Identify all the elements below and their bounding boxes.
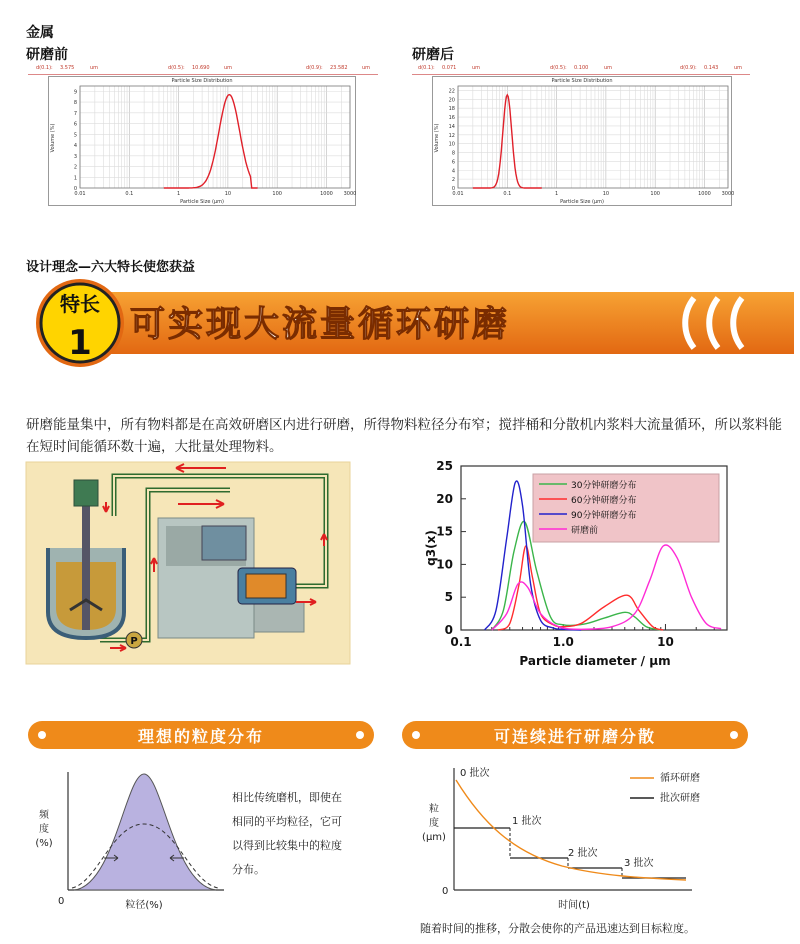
stat-unit: um [362, 65, 371, 71]
x-tick-label: 0.1 [503, 191, 512, 197]
stat-value: 0.100 [574, 65, 589, 71]
dot-icon [412, 731, 420, 739]
x-tick-label: 10 [224, 191, 232, 197]
stat-value: 3.575 [60, 65, 75, 71]
section-title: 设计理念—六大特长使您获益 [26, 260, 196, 275]
psd-after-ylabel: Volume (%) [434, 123, 440, 153]
stat-name: d(0.9): [680, 65, 697, 71]
legend-label: 批次研磨 [660, 793, 700, 804]
legend-label: 60分钟研磨分布 [571, 496, 637, 506]
motor-icon [74, 480, 98, 506]
x-tick-label: 3000 [721, 191, 735, 197]
ideal-distribution-title: 理想的粒度分布 [137, 726, 264, 746]
y-tick-label: 2 [73, 164, 77, 171]
circulation-schematic [26, 462, 350, 664]
y-tick-label: 10 [448, 141, 455, 148]
batch-label: 3 批次 [624, 858, 654, 869]
y-tick-label: 4 [451, 168, 455, 175]
stat-unit: um [734, 65, 743, 71]
y-tick-label: 16 [448, 115, 455, 122]
x-axis-label: 时间(t) [558, 900, 590, 911]
dot-icon [730, 731, 738, 739]
continuous-grinding-caption: 随着时间的推移，分散会使你的产品迅速达到目标粒度。 [420, 922, 695, 935]
batch-label: 1 批次 [512, 816, 542, 827]
y-tick-label: 8 [73, 100, 77, 107]
ideal-distribution-banner [28, 721, 374, 749]
y-tick-label: 2 [451, 177, 455, 184]
y-tick-label: 4 [73, 143, 77, 150]
note-line: 相同的平均粒径，它可 [232, 815, 342, 828]
x-tick-label: 1.0 [552, 635, 574, 649]
psd-before-title: Particle Size Distribution [171, 78, 233, 84]
x-tick-label: 10 [657, 635, 674, 649]
y-tick-label: 5 [73, 132, 77, 139]
stat-name: d(0.5): [550, 65, 567, 71]
x-tick-label: 0.01 [452, 191, 464, 197]
y-tick-label: 7 [73, 110, 77, 117]
legend [533, 474, 719, 542]
badge-label: 特长 [60, 292, 100, 316]
grinding-rotor [246, 574, 286, 598]
x-tick-label: 1 [554, 191, 559, 197]
stat-value: 0.071 [442, 65, 457, 71]
y-tick-label: 6 [451, 159, 455, 166]
legend-label: 研磨前 [571, 526, 599, 536]
stat-unit: um [90, 65, 99, 71]
pump-label: P [130, 636, 138, 647]
feature-description: 研磨能量集中，所有物料都是在高效研磨区内进行研磨，所得物料粒径分布窄；搅拌桶和分散机内浆料大流量循环，所以浆料能在短时间能循环数十遍，大批量处理物料。 [26, 417, 782, 455]
badge-number: 1 [68, 323, 92, 363]
banner-text: 可实现大流量循环研磨 [130, 305, 511, 345]
dot-icon [38, 731, 46, 739]
y-tick-label: 10 [436, 557, 453, 572]
x-axis-label: 粒径(%) [125, 900, 163, 911]
y-tick-label: 20 [448, 97, 455, 104]
y-tick-label: 8 [451, 150, 455, 157]
stat-value: 10.690 [192, 65, 210, 71]
mill-motor-icon [202, 526, 246, 560]
legend-label: 30分钟研磨分布 [571, 481, 637, 491]
stat-value: 23.582 [330, 65, 348, 71]
y-tick-label: 22 [448, 88, 455, 95]
y-label-line: 频 [39, 810, 49, 821]
feature-banner [26, 278, 796, 370]
before-grinding-label: 研磨前 [26, 47, 68, 63]
y-label-line: 度 [39, 824, 49, 835]
stat-unit: um [604, 65, 613, 71]
origin-label: 0 [442, 886, 449, 897]
stat-value: 0.143 [704, 65, 719, 71]
origin-label: 0 [58, 896, 65, 907]
legend-label: 90分钟研磨分布 [571, 511, 637, 521]
batch-label: 2 批次 [568, 848, 598, 859]
ideal-distribution-diagram [28, 762, 228, 912]
note-line: 相比传统磨机，即使在 [232, 791, 342, 804]
y-tick-label: 3 [73, 153, 77, 160]
y-tick-label: 0 [444, 623, 453, 637]
stat-name: d(0.5): [168, 65, 185, 71]
psd-before-ylabel: Volume (%) [50, 123, 56, 153]
y-tick-label: 18 [448, 106, 455, 113]
y-tick-label: 20 [436, 491, 453, 506]
x-tick-label: 0.1 [125, 191, 134, 197]
psd-after-title: Particle Size Distribution [551, 78, 613, 84]
psd-after-xlabel: Particle Size (μm) [560, 199, 604, 205]
y-tick-label: 5 [444, 590, 453, 605]
stat-name: d(0.1): [36, 65, 53, 71]
psd-before-chart [48, 76, 356, 206]
psd-before-xlabel: Particle Size (μm) [180, 199, 224, 205]
y-label-line: (μm) [422, 832, 446, 843]
y-tick-label: 1 [73, 175, 77, 182]
metal-heading: 金属 [26, 25, 54, 41]
y-label-line: 度 [429, 818, 439, 829]
ideal-distribution-note [232, 786, 392, 882]
psd-after-stats [412, 64, 750, 75]
y-tick-label: 14 [448, 123, 455, 130]
x-tick-label: 1000 [698, 191, 711, 197]
y-axis-label: q3(x) [424, 530, 438, 566]
x-tick-label: 100 [650, 191, 660, 197]
y-tick-label: 9 [73, 89, 77, 96]
after-grinding-label: 研磨后 [412, 47, 454, 63]
psd-after-chart [432, 76, 735, 206]
y-tick-label: 12 [448, 132, 455, 139]
batch-label: 0 批次 [460, 768, 490, 779]
y-tick-label: 6 [73, 121, 77, 128]
stat-name: d(0.9): [306, 65, 323, 71]
y-tick-label: 0 [73, 186, 77, 192]
x-tick-label: 0.1 [450, 635, 472, 649]
psd-before-stats [28, 64, 378, 75]
agitator-shaft [82, 498, 90, 630]
x-tick-label: 1000 [320, 191, 333, 197]
particle-distribution-chart [405, 458, 795, 674]
stat-unit: um [224, 65, 233, 71]
y-tick-label: 25 [436, 459, 453, 473]
y-tick-label: 15 [436, 524, 453, 539]
stat-unit: um [472, 65, 481, 71]
y-label-line: 粒 [429, 804, 439, 815]
x-tick-label: 3000 [343, 191, 357, 197]
x-tick-label: 100 [272, 191, 282, 197]
y-tick-label: 0 [451, 186, 455, 192]
note-line: 以得到比较集中的粒度 [232, 839, 342, 852]
dot-icon [356, 731, 364, 739]
x-tick-label: 10 [602, 191, 610, 197]
y-label-line: (%) [35, 838, 53, 849]
note-line: 分布。 [232, 863, 265, 876]
continuous-grinding-diagram [402, 762, 762, 912]
stat-name: d(0.1): [418, 65, 435, 71]
legend-label: 循环研磨 [660, 773, 700, 784]
x-tick-label: 1 [176, 191, 181, 197]
x-tick-label: 0.01 [74, 191, 86, 197]
narrow-distribution-curve [74, 774, 216, 890]
x-axis-label: Particle diameter / μm [519, 654, 671, 668]
continuous-grinding-title: 可连续进行研磨分散 [493, 726, 656, 746]
continuous-grinding-banner [402, 721, 748, 749]
